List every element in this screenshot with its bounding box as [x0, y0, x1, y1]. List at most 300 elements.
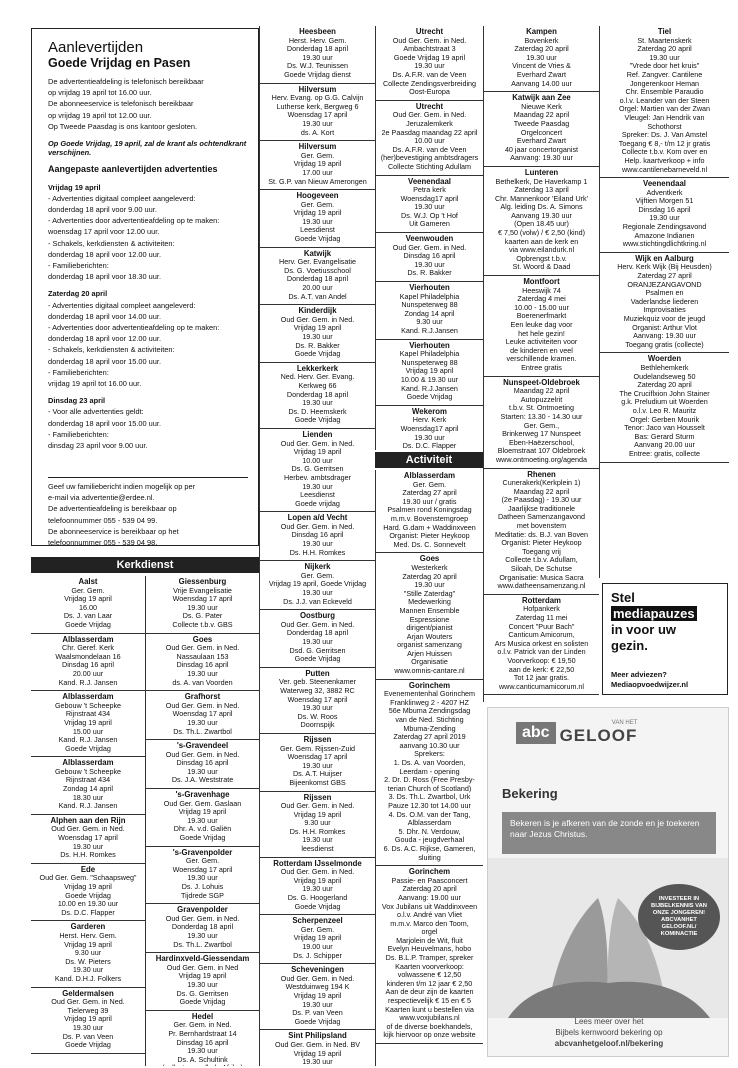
listing-line: 19.30 uur — [302, 540, 333, 549]
ad-footer-link[interactable]: abcvanhetgeloof.nl/bekering — [554, 1039, 664, 1048]
listing-line: van de Ned. Stichting — [395, 716, 464, 725]
listing-line: Woensdag 17 april — [287, 111, 348, 120]
listing-entry — [146, 789, 259, 847]
listing-line: 20.00 uur — [72, 669, 104, 678]
listing-line: Evelyn Heuvelmans, hobo — [387, 945, 472, 954]
listing-line: Ds. G. Hoogerland — [287, 894, 348, 903]
listing-line: Aanvang 20.00 uur — [634, 441, 695, 450]
listing-line: Oud Ger. Gem. "Schaapsweg" — [39, 874, 137, 883]
listing-line: Vrijdag 19 april — [293, 209, 342, 218]
listing-line: 19.30 uur — [302, 482, 333, 491]
listing-line: Ds. A.F.R. van de Veen — [392, 145, 467, 154]
listing-line: Woensdag 17 april — [287, 695, 348, 704]
listing-line: Amazone Indianen — [634, 231, 695, 240]
listing-line: Psalmen en — [645, 289, 684, 298]
listing-line: Help. kaartverkoop + info — [624, 156, 705, 165]
listing-line: Vrijdag 19 april — [64, 940, 112, 949]
listing-line: Maandag 22 april — [513, 111, 570, 120]
listing-line: Ds. G. Gerritsen — [176, 989, 229, 998]
deadline-notice-box — [31, 28, 259, 546]
listing-line: Tenor: Jaco van Housselt — [624, 424, 705, 433]
listing-line: Oud Ger. Gem. in Ned — [166, 963, 239, 972]
listing-line: 19.30 uur — [302, 333, 333, 341]
listing-line: m.m.v. Bovenstemgroep — [390, 514, 469, 523]
listing-line: Goede Vrijdag — [294, 655, 341, 664]
list-line: - Advertenties door advertentieafdeling op te maken: — [48, 323, 220, 333]
listing-entry — [31, 691, 145, 757]
intro-line: op vrijdag 19 april tot 12.00 uur. — [48, 110, 152, 120]
listing-line: o.l.v. Patrick van der Linden — [497, 648, 586, 657]
listing-place: 's-Gravendeel — [176, 741, 229, 751]
listing-line: Boerenerfmarkt — [516, 312, 567, 321]
listing-line: Goede Vrijdag — [179, 834, 226, 843]
listing-line: Ds. J.J. van Eckeveld — [283, 597, 352, 606]
listing-entry — [146, 634, 259, 692]
listing-entry — [146, 691, 259, 740]
listing-line: Leesdienst — [300, 226, 335, 235]
list-line: - Familieberichten: — [48, 367, 109, 377]
listing-line: Ver. geb. Steenenkamer — [278, 678, 357, 687]
listing-line: Aan de deur zijn de kaarten — [385, 988, 474, 997]
listing-line: Med. Ds. C. Sonnevelt — [393, 540, 466, 549]
listing-line: Oud Ger. Gem. Gaslaan — [163, 799, 242, 808]
ad-highlight: mediapauzes — [613, 606, 695, 621]
listing-entry — [376, 233, 483, 282]
listing-line: Mbuma-Zending — [403, 724, 456, 733]
listing-entry — [146, 576, 259, 634]
listing-line: Zaterdag 4 mei — [517, 295, 566, 304]
listing-entry — [600, 178, 729, 253]
listing-line: Nunspeterweg 88 — [401, 301, 458, 310]
listing-entry — [260, 26, 375, 84]
listing-line: Dinsdag 16 april — [291, 531, 344, 540]
listing-line: 19.30 uur — [302, 638, 333, 646]
listing-line: Rijnstraat 434 — [65, 710, 111, 719]
listing-place: Alphen aan den Rijn — [50, 815, 126, 825]
listing-line: 19.30 uur — [526, 53, 557, 62]
listing-line: "Vrede door het kruis" — [629, 62, 700, 71]
listing-line: Aanvang: 19.30 uur — [633, 332, 696, 341]
activiteit-column-e — [483, 26, 599, 702]
listing-line: Ds. R. Bakker — [295, 341, 340, 350]
kerkdienst-header: Kerkdienst — [31, 557, 259, 573]
listing-line: 19.30 uur — [302, 761, 333, 770]
listing-line: Goede vrijdag — [295, 499, 340, 508]
listing-entry — [376, 470, 483, 553]
listing-line: (her)bevestiging ambtsdragers — [380, 154, 479, 163]
listing-place: Nijkerk — [304, 562, 331, 572]
listing-line: Oud Ger. Gem. in Ned. BV — [274, 1040, 361, 1049]
listing-line: Goede Vrijdag — [294, 902, 341, 911]
listing-line: Herst. Herv. Gem. — [288, 36, 347, 45]
listing-entry — [260, 305, 375, 363]
listing-line: 10.00 uur — [414, 137, 445, 146]
listing-place: Kampen — [526, 27, 557, 36]
listing-line: € 7,50 (volw) / € 2,50 (kind) — [497, 229, 586, 238]
listing-entry — [260, 141, 375, 190]
listing-line: Leerdam - opening — [399, 767, 460, 776]
listing-line: 17.00 uur — [302, 168, 333, 177]
listing-line: Aanvang 14.00 uur — [511, 79, 572, 88]
listing-entry — [260, 964, 375, 1030]
listing-place: Hilversum — [298, 84, 337, 94]
listing-line: 19.30 uur — [187, 816, 218, 825]
kerkdienst-column-c — [259, 26, 375, 1066]
listing-line: Starten: 13.30 - 14.30 uur — [500, 412, 583, 421]
listing-line: Jongerenkoor Heman — [629, 79, 700, 88]
listing-line: Orgel: Gerben Mourik — [629, 415, 700, 424]
notice-footer — [48, 477, 248, 546]
listing-line: 19.30 uur — [187, 767, 218, 776]
listing-place: Alblasserdam — [62, 692, 114, 702]
listing-line: Entree gratis — [521, 363, 562, 372]
list-line: dinsdag 23 april voor 9.00 uur. — [48, 441, 148, 451]
listing-line: Herbev. ambtsdrager — [284, 473, 351, 482]
listing-line: 19.30 uur — [187, 874, 218, 883]
listing-line: Zaterdag 27 april 2019 — [393, 733, 466, 742]
listing-line: Doornspijk — [300, 721, 335, 730]
listing-line: Ds. J. Lohuis — [181, 883, 224, 891]
listing-line: aan de kerk: € 22,50 — [508, 665, 575, 674]
notice-intro — [48, 77, 248, 131]
list-line: - Familieberichten: — [48, 429, 109, 439]
list-line: ONZE JONGEREN! — [652, 910, 706, 916]
listing-line: Regionale Zendingsavond — [622, 223, 707, 232]
listing-line: Passie- en Paasconcert — [391, 876, 468, 885]
listing-line: Eben-Haëzerschool, — [508, 438, 575, 447]
activiteit-column-d — [375, 470, 483, 1066]
listing-place: Scherpenzeel — [292, 916, 343, 926]
listing-line: 19.30 uur — [649, 53, 680, 62]
listing-line: 19.30 uur — [414, 581, 445, 590]
listing-line: Ds. A.T. van Andel — [288, 292, 347, 301]
listing-line: St. Maartenskerk — [637, 36, 692, 45]
list-line: donderdag 18 april voor 14.00 uur. — [48, 311, 161, 321]
listing-line — [147, 1064, 258, 1066]
listing-entry — [260, 561, 375, 610]
logo-abc: abc — [516, 722, 556, 744]
listing-line: Vrijdag 19 april — [178, 972, 227, 981]
listing-line: 19.30 uur — [302, 53, 333, 62]
listing-line: 5. Dhr. N. Verdouw, — [398, 827, 461, 836]
listing-line: Herv. Evang. op G.G. Calvijn — [271, 94, 364, 103]
listing-line: Espressione — [409, 615, 450, 624]
ad-line: gezin. — [611, 638, 648, 653]
listing-line: Oost-Europa — [409, 88, 450, 97]
ad-tag: Bekering — [502, 786, 558, 801]
listing-line: Ds. W. Roos — [297, 712, 338, 721]
listing-line: Dinsdag 16 april — [403, 252, 456, 261]
listing-line: Zaterdag 11 mei — [515, 614, 568, 622]
listing-line: Vrijdag 19 april — [293, 810, 342, 819]
listing-entry — [376, 26, 483, 101]
list-line: - Voor alle advertenties geldt: — [48, 407, 144, 417]
listing-line: Dinsdag 16 april — [176, 661, 229, 670]
listing-line: Concert "Puur Bach" — [508, 622, 575, 631]
listing-line: 9.30 uur — [74, 949, 102, 958]
listing-line: Hard. G.dam + Waddinxveen — [383, 523, 476, 532]
listing-line: Bethlehemkerk — [640, 363, 689, 372]
invest-badge[interactable] — [638, 884, 720, 950]
listing-line: 19.30 uur — [187, 669, 218, 678]
listing-line: Vrijdag 19 april — [293, 324, 342, 333]
listing-line: Zaterdag 27 april — [637, 272, 692, 281]
listing-line: Ds. H.H. Romkes — [60, 851, 116, 860]
listing-line: Sprekers: — [414, 750, 445, 759]
listing-line: o.l.v. Leander van der Steen — [619, 96, 710, 105]
listing-line: Marjolein de Wit, fluit — [396, 936, 463, 945]
list-line: telefoonnummer 055 - 539 04 99. — [48, 515, 158, 525]
listing-line: Uit Gameren — [409, 220, 450, 229]
listing-line: St. G.P. van Nieuw Amerongen — [268, 177, 367, 186]
listing-entry — [484, 92, 599, 167]
listing-line: ORANJEZANGAVOND — [627, 280, 702, 289]
listing-line: Kand. R.J. Jansen — [58, 678, 118, 687]
ad-footer — [488, 1016, 729, 1049]
listing-line: www.datheensamenzang.nl — [497, 582, 586, 591]
listing-line: 2e Paasdag maandag 22 april — [381, 128, 478, 137]
listing-place: Wekerom — [412, 406, 447, 416]
listing-line: Cunerakerk(Kerkplein 1) — [502, 479, 581, 488]
notice-note: Op Goede Vrijdag, 19 april, zal de krant als ochtendkrant verschijnen. — [48, 139, 247, 158]
listing-line: Tielerweg 39 — [67, 1006, 109, 1015]
listing-line: Nassaulaan 153 — [176, 652, 229, 661]
listing-entry — [146, 953, 259, 1011]
listing-line: Collecte t.b.v. GBS — [172, 620, 233, 629]
list-line: donderdag 18 april voor 18.30 uur. — [48, 272, 161, 282]
listing-entry — [146, 740, 259, 789]
listing-line: Oud Ger. Gem. in Ned. — [280, 522, 355, 531]
listing-place: Alblasserdam — [62, 634, 114, 644]
listing-line: Woensdag 17 april — [172, 865, 233, 874]
listing-line: Woensdag17 april — [400, 424, 459, 433]
listing-line: Ref. Zangver. Cantilene — [626, 70, 703, 79]
listing-line: Westerkerk — [411, 563, 448, 572]
listing-line: Ds. W. Pieters — [65, 957, 111, 966]
listing-line: volwassene € 12,50 — [397, 971, 462, 980]
list-line: Geef uw familiebericht indien mogelijk op per — [48, 482, 196, 491]
listing-line: Dinsdag 16 april — [176, 1038, 229, 1047]
listing-entry — [376, 340, 483, 406]
listing-line: Autopuzzelrit — [520, 395, 563, 404]
day-list — [48, 407, 248, 450]
list-line: BIJBELKENNIS VAN — [651, 903, 707, 909]
listing-place: Utrecht — [415, 27, 444, 36]
listing-place: Tiel — [657, 27, 672, 36]
intro-line: De abonneeservice is telefonisch bereikbaar — [48, 99, 194, 109]
listing-line: Goede Vrijdag — [65, 620, 111, 629]
notice-subtitle: Goede Vrijdag en Pasen — [48, 56, 191, 70]
listing-line: Evenementenhal Gorinchem — [383, 690, 476, 699]
listing-line: Woensdag 17 april — [172, 595, 233, 604]
ad-footer-line: Bijbels kernwoord bekering op — [555, 1028, 663, 1037]
listing-place: 's-Gravenpolder — [172, 847, 233, 857]
listing-line: Spreker: Ds. J. Van Amstel — [621, 131, 708, 140]
listing-place: Veenendaal — [643, 179, 686, 189]
listing-line: Ger. Gem. — [185, 857, 220, 866]
day-heading: Zaterdag 20 april — [48, 289, 108, 299]
listing-line: Zondag 14 april — [404, 309, 455, 318]
listing-line: Zaterdag 20 april — [637, 381, 692, 390]
listing-entry — [260, 248, 375, 306]
activiteit-column-f — [599, 26, 729, 578]
listing-line: Vrijdag 19 april — [293, 1049, 342, 1058]
listing-place: Ede — [80, 864, 96, 874]
notice-title: Aanlevertijden — [48, 39, 144, 56]
listing-line: 3. Ds. Th.L. Zwartbol, Urk — [388, 793, 471, 802]
listing-line: Ds. J.A. Weststrate — [171, 776, 234, 785]
listing-line: Orgel: Martien van der Zwan — [618, 105, 711, 114]
listing-line: 19.30 uur — [414, 62, 445, 71]
listing-line: Zaterdag 20 april — [637, 45, 692, 54]
listing-place: Putten — [305, 668, 330, 678]
listing-line: Organisatie — [411, 658, 448, 667]
listing-line: Nieuwe Kerk — [521, 102, 562, 111]
listing-line: Nunspeterweg 88 — [401, 358, 458, 367]
listing-line: Zondag 14 april — [63, 785, 113, 794]
listing-line: Ds. W.J. Op 't Hof — [401, 211, 458, 220]
listing-line: Kand. R.J.Jansen — [401, 327, 458, 335]
listing-line: Goede Vrijdag — [65, 1041, 111, 1050]
listing-line: organist samenzang — [397, 641, 462, 650]
listing-line: 19.30 uur — [187, 1047, 218, 1056]
listing-line: Collecte t.b.v. Kom over en — [621, 148, 708, 157]
listing-entry — [600, 26, 729, 178]
mediapause-ad[interactable] — [602, 583, 728, 695]
list-line: e-mail via advertentie@erdee.nl. — [48, 493, 155, 503]
listing-line: Oud Ger. Gem. in Ned. — [280, 974, 355, 983]
ad-line: in voor uw — [611, 622, 676, 637]
listing-entry — [260, 363, 375, 429]
listing-entry — [260, 610, 375, 668]
ad-question: Meer adviezen? — [611, 670, 667, 679]
listing-line: via www.eilandurk.nl — [508, 246, 575, 255]
listing-line: t.b.v. St. Ontmoeting — [509, 404, 574, 413]
listing-entry — [260, 512, 375, 561]
listing-line: Dhr. A. v.d. Galiën — [173, 825, 232, 834]
listing-line: www.cantilenebarneveld.nl — [621, 165, 708, 174]
listing-line: Ds. J. van Laar — [63, 612, 113, 621]
listing-line: Goede Vrijdag — [179, 998, 226, 1007]
listing-line: m.m.v. Marco den Toom, — [390, 919, 469, 928]
list-line: - Familieberichten: — [48, 261, 109, 271]
listing-entry — [260, 1030, 375, 1066]
listing-line: Organist: Arthur Vlot — [632, 323, 697, 332]
listing-line: Zaterdag 13 april — [514, 186, 569, 195]
list-line: donderdag 18 april voor 9.00 uur. — [48, 205, 157, 215]
listing-line: Brinkerweg 17 Nunspeet — [502, 430, 581, 439]
listing-line: 19.30 uur — [302, 1058, 333, 1066]
listing-line: Chr. Mannenkoor 'Eiland Urk' — [494, 194, 589, 203]
listing-line: Bas: Gerard Sturm — [634, 432, 695, 441]
listing-entry — [484, 469, 599, 595]
listing-line: Maandag 22 april — [513, 487, 570, 496]
intro-line: De advertentieafdeling is telefonisch bereikbaar — [48, 77, 204, 86]
listing-place: Hardinxveld-Giessendam — [155, 954, 250, 964]
listing-line: 10.00 & 19.30 uur — [400, 375, 459, 384]
listing-line: Tot 12 jaar gratis. — [513, 674, 570, 683]
listing-place: Giessenburg — [178, 577, 227, 586]
list-line: woensdag 17 april voor 12.00 uur. — [48, 227, 160, 237]
listing-entry — [260, 84, 375, 142]
listing-entry — [484, 26, 599, 92]
abc-geloof-ad[interactable] — [487, 707, 729, 1057]
listing-line: Mannen Ensemble — [399, 606, 460, 615]
list-line: donderdag 18 april voor 15.00 uur. — [48, 356, 161, 366]
ad-footer-line: Lees meer over het — [574, 1017, 644, 1026]
listing-line: Collecte Zendingsverbreiding — [382, 79, 477, 88]
listing-line: aanvang 10.30 uur — [399, 741, 460, 750]
listing-entry — [484, 377, 599, 469]
listing-line: Ds. G. Pater — [182, 612, 223, 621]
listing-line: Donderdag 18 april — [286, 275, 349, 284]
listing-line: Ger. Gem. in Ned. — [173, 1021, 232, 1030]
listing-place: Katwijk — [303, 248, 332, 258]
listing-line: Woensdag17 april — [400, 194, 459, 203]
listing-line: Organisatie: Musica Sacra — [499, 573, 584, 582]
listing-line: (2e Paasdag) - 19.30 uur — [501, 496, 582, 505]
listing-place: Goes — [192, 634, 213, 644]
ad-link[interactable]: Mediaopvoedwijzer.nl — [611, 680, 689, 689]
listing-line: Everhard Zwart — [516, 137, 567, 146]
listing-place: Lienden — [302, 429, 333, 439]
listing-entry — [376, 680, 483, 866]
listing-place: Rotterdam IJsselmonde — [273, 858, 362, 868]
listing-line: Vrijdag 19 april — [64, 883, 112, 891]
listing-line: Chr. Geref. Kerk — [62, 644, 114, 653]
listing-line: Herv. Kerk — [412, 416, 447, 425]
listing-line: Zaterdag 20 april — [402, 885, 457, 894]
listing-line: Rijnstraat 434 — [65, 776, 111, 785]
listing-line: Organist: Pieter Heykoop — [501, 539, 582, 548]
intro-line: op vrijdag 19 april tot 16.00 uur. — [48, 88, 152, 98]
listing-line: Ger. Gem. — [71, 586, 105, 595]
listing-line: het hele gezin! — [518, 329, 565, 338]
listing-line: 1. Ds. A. van Voorden, — [393, 759, 466, 767]
listing-line: Goede Vrijdag — [294, 416, 341, 425]
listing-line: ds. A. Kort — [300, 128, 335, 137]
listing-line: 19.30 uur — [649, 214, 680, 223]
listing-line: Alblasserdam — [407, 819, 452, 828]
listing-line: Vijftien Morgen 51 — [635, 197, 694, 206]
listing-line: verschillende kramen. — [506, 355, 577, 364]
listing-entry — [260, 915, 375, 964]
listing-line: Ds. W.J. Teunissen — [287, 62, 348, 71]
listing-line: Datheen Samenzangavond — [497, 513, 586, 522]
listing-line: 15.00 uur — [72, 727, 104, 736]
listing-line: respectievelijk € 15 en € 5 — [387, 997, 472, 1006]
listing-line: Vrije Evangelisatie — [173, 586, 232, 595]
listing-place: Kinderdijk — [298, 306, 337, 316]
listing-line: Ds. P. van Veen — [292, 1009, 343, 1018]
listing-line: 20.00 uur — [302, 284, 333, 293]
listing-entry — [31, 921, 145, 987]
listing-line: Oud Ger. Gem. in Ned. — [51, 998, 125, 1007]
list-line: - Advertenties door advertentieafdeling op te maken: — [48, 216, 220, 226]
listing-line: 19.30 uur — [302, 1000, 333, 1009]
listing-line: Vrijdag 19 april — [64, 595, 112, 604]
listing-line: 19.30 uur — [302, 704, 333, 713]
listing-line: Aanvang: 19.00 uur — [398, 893, 461, 902]
listing-line: Bethelkerk, De Haverkamp 1 — [495, 177, 588, 186]
activiteit-header: Activiteit — [375, 452, 483, 468]
listing-line: 19.30 uur — [302, 399, 333, 408]
listing-line: Ds. G. Voetiusschool — [284, 266, 351, 275]
listing-line: Petra kerk — [413, 186, 446, 195]
listing-line: www.omnis-cantare.nl — [394, 667, 465, 676]
listing-line: Arjan Wouters — [406, 632, 453, 641]
listing-line: Pr. Bernhardstraat 14 — [168, 1029, 237, 1038]
